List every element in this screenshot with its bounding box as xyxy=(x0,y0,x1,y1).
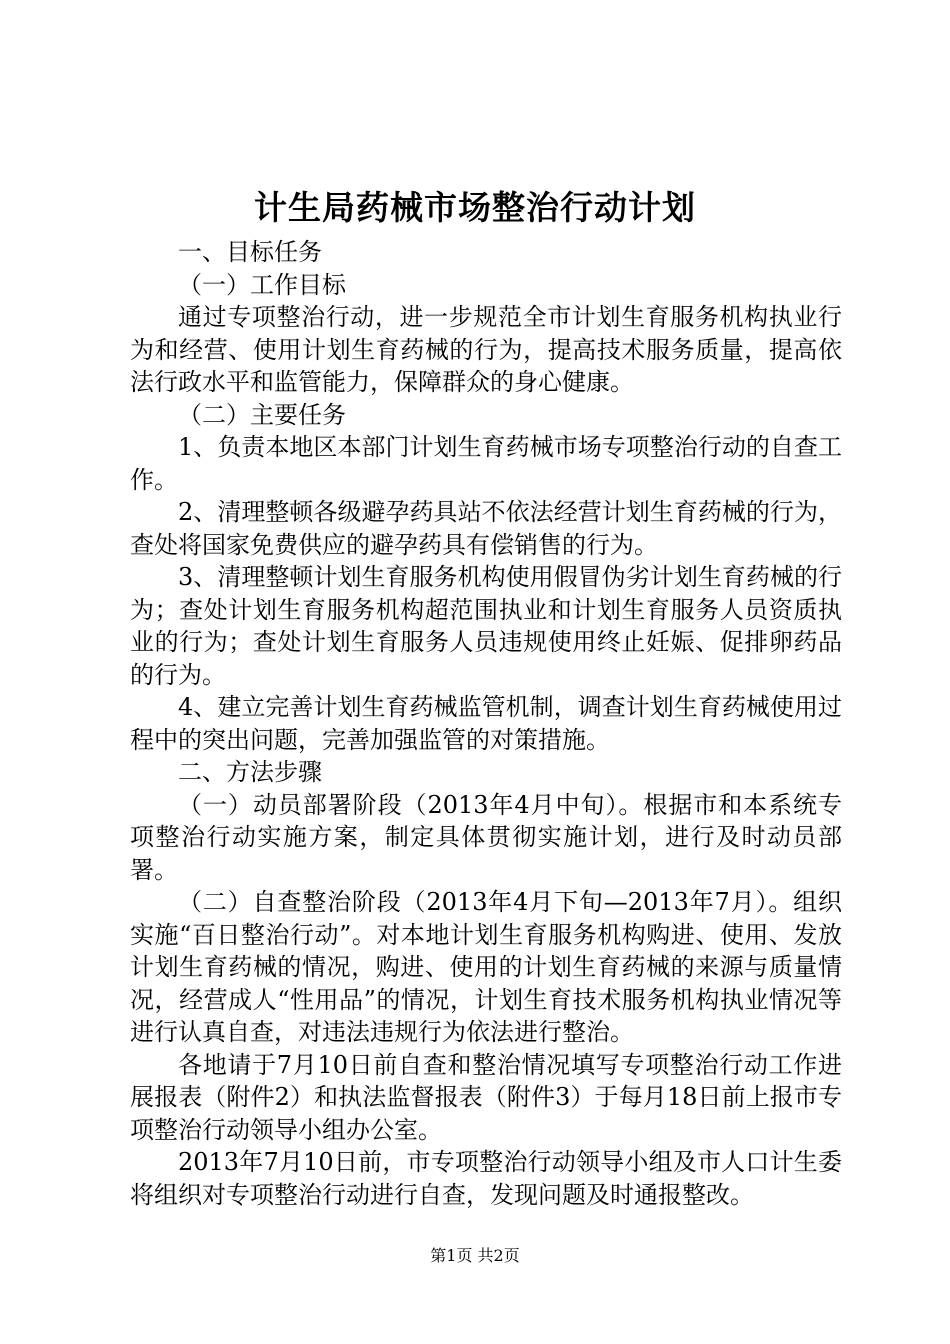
paragraph-step-self-inspection: （二）自查整治阶段（2013年4月下旬—2013年7月）。组织实施“百日整治行动”。对本地计划生育服务机构购进、使用、发放计划生育药械的情况，购进、使用的计划生育药械的来源与质量情况，经营成人“性用品”的情况，计划生育技术服务机构执业情况等进行认真自查，对违法违规行为依法进行整治。 xyxy=(130,888,842,1046)
paragraph-reporting: 各地请于7月10日前自查和整治情况填写专项整治行动工作进展报表（附件2）和执法监督报表（附件3）于每月18日前上报市专项整治行动领导小组办公室。 xyxy=(130,1050,842,1144)
paragraph-inspection-date: 2013年7月10日前，市专项整治行动领导小组及市人口计生委将组织对专项整治行动进行自查，发现问题及时通报整改。 xyxy=(130,1148,842,1209)
paragraph-task-4: 4、建立完善计划生育药械监管机制，调查计划生育药械使用过程中的突出问题，完善加强监管的对策措施。 xyxy=(130,693,842,754)
document-title: 计生局药械市场整治行动计划 xyxy=(254,188,696,227)
page-number-footer: 第1页 共2页 xyxy=(430,1246,520,1265)
paragraph-goal-description: 通过专项整治行动，进一步规范全市计划生育服务机构执业行为和经营、使用计划生育药械的行为，提高技术服务质量，提高依法行政水平和监管能力，保障群众的身心健康。 xyxy=(130,303,842,396)
subheading-main-tasks: （二）主要任务 xyxy=(178,400,346,429)
section-heading-methods: 二、方法步骤 xyxy=(178,758,322,786)
document-body xyxy=(130,236,842,1211)
paragraph-task-3: 3、清理整顿计划生育服务机构使用假冒伪劣计划生育药械的行为；查处计划生育服务机构超范围执业和计划生育服务人员资质执业的行为；查处计划生育服务人员违规使用终止妊娠、促排卵药品的行为。 xyxy=(130,563,842,689)
paragraph-task-2: 2、清理整顿各级避孕药具站不依法经营计划生育药械的行为，查处将国家免费供应的避孕药具有偿销售的行为。 xyxy=(130,498,842,559)
paragraph-step-mobilization: （一）动员部署阶段（2013年4月中旬）。根据市和本系统专项整治行动实施方案，制定具体贯彻实施计划，进行及时动员部署。 xyxy=(130,790,842,884)
section-heading-goals: 一、目标任务 xyxy=(178,238,322,266)
paragraph-task-1: 1、负责本地区本部门计划生育药械市场专项整治行动的自查工作。 xyxy=(130,433,842,494)
subheading-work-goal: （一）工作目标 xyxy=(178,270,346,299)
